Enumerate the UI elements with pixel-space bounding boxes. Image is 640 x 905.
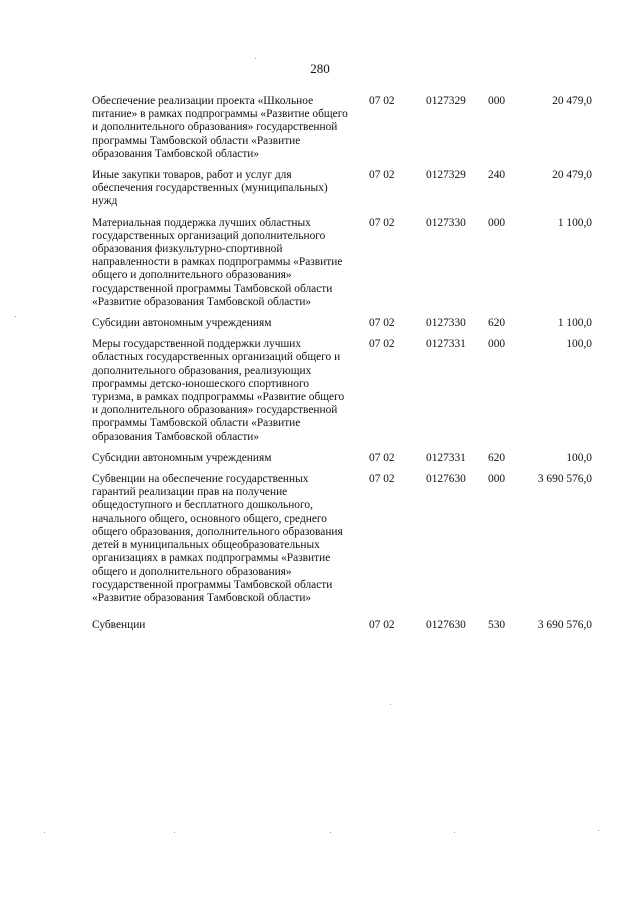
row-sum: 3 690 576,0 [537,619,592,632]
row-name: Субвенции на обеспечение государственных гарантий реализации прав на получение общедоступного и бесплатного дошкольного, начального общего, основного общего, среднего общего образования, дополнительного образования детей в муниципальных общеобразовательных организациях в рамках подпрограммы «Развитие общего и дополнительного образования» государственной программы Тамбовской области «Развитие образования Тамбовской области» [92,473,343,604]
row-section: 07 02 [369,338,395,351]
row-section: 07 02 [369,95,395,107]
row-code: 0127329 [426,95,466,107]
row-section: 07 02 [369,473,395,486]
row-name: Субсидии автономным учреждениям [92,317,272,330]
table-row [92,317,592,338]
table-row [92,613,592,640]
row-name: Субсидии автономным учреждениям [92,451,272,464]
row-type: 620 [488,317,506,330]
row-code: 0127329 [426,169,466,182]
table-row [92,473,592,613]
budget-table [92,95,592,640]
scan-speck [15,316,16,317]
row-type: 000 [488,216,506,229]
row-sum: 3 690 576,0 [537,473,592,486]
table-row [92,169,592,217]
page-number: 280 [310,61,330,76]
scan-speck [390,704,391,705]
row-name: Иные закупки товаров, работ и услуг для обеспечения государственных (муниципальных) нужд [92,169,328,208]
row-section: 07 02 [369,619,395,632]
row-type: 530 [488,619,506,632]
row-type: 000 [488,95,506,107]
row-name: Субвенции [92,619,146,632]
row-sum: 100,0 [566,338,592,351]
row-code: 0127330 [426,216,466,229]
row-code: 0127331 [426,451,466,464]
row-section: 07 02 [369,169,395,182]
row-name: Обеспечение реализации проекта «Школьное питание» в рамках подпрограммы «Развитие общего и дополнительного образования» государственной программы Тамбовской области «Развитие образования Тамбовской области» [92,95,348,160]
scan-speck [44,832,45,833]
scan-speck [598,830,599,831]
scan-speck [454,832,455,833]
row-code: 0127331 [426,338,466,351]
scan-speck [330,832,331,833]
row-type: 620 [488,451,506,464]
row-section: 07 02 [369,451,395,464]
row-code: 0127630 [426,473,466,486]
row-section: 07 02 [369,317,395,330]
table-row [92,217,592,317]
row-sum: 20 479,0 [552,95,592,107]
row-name: Меры государственной поддержки лучших областных государственных организаций общего и дополнительного образования, реализующих программы детско-юношеского спортивного туризма, в рамках подпрограммы «Развитие общего и дополнительного образования» государственной программы Тамбовской области «Развитие образования Тамбовской области» [92,338,345,443]
table-row [92,452,592,473]
row-type: 000 [488,338,506,351]
scan-speck [174,832,175,833]
table-row [92,338,592,452]
row-code: 0127630 [426,619,466,632]
row-section: 07 02 [369,216,395,229]
row-type: 000 [488,473,506,486]
row-sum: 1 100,0 [557,317,592,330]
row-type: 240 [488,169,506,182]
row-name: Материальная поддержка лучших областных государственных организаций дополнительного образования физкультурно-спортивной направленности в рамках подпрограммы «Развитие общего и дополнительного образования» государственной программы Тамбовской области «Развитие образования Тамбовской области» [92,216,343,308]
row-sum: 20 479,0 [552,169,592,182]
scan-speck [255,58,256,59]
row-sum: 1 100,0 [557,216,592,229]
row-code: 0127330 [426,317,466,330]
row-sum: 100,0 [566,451,592,464]
table-row [92,95,592,169]
